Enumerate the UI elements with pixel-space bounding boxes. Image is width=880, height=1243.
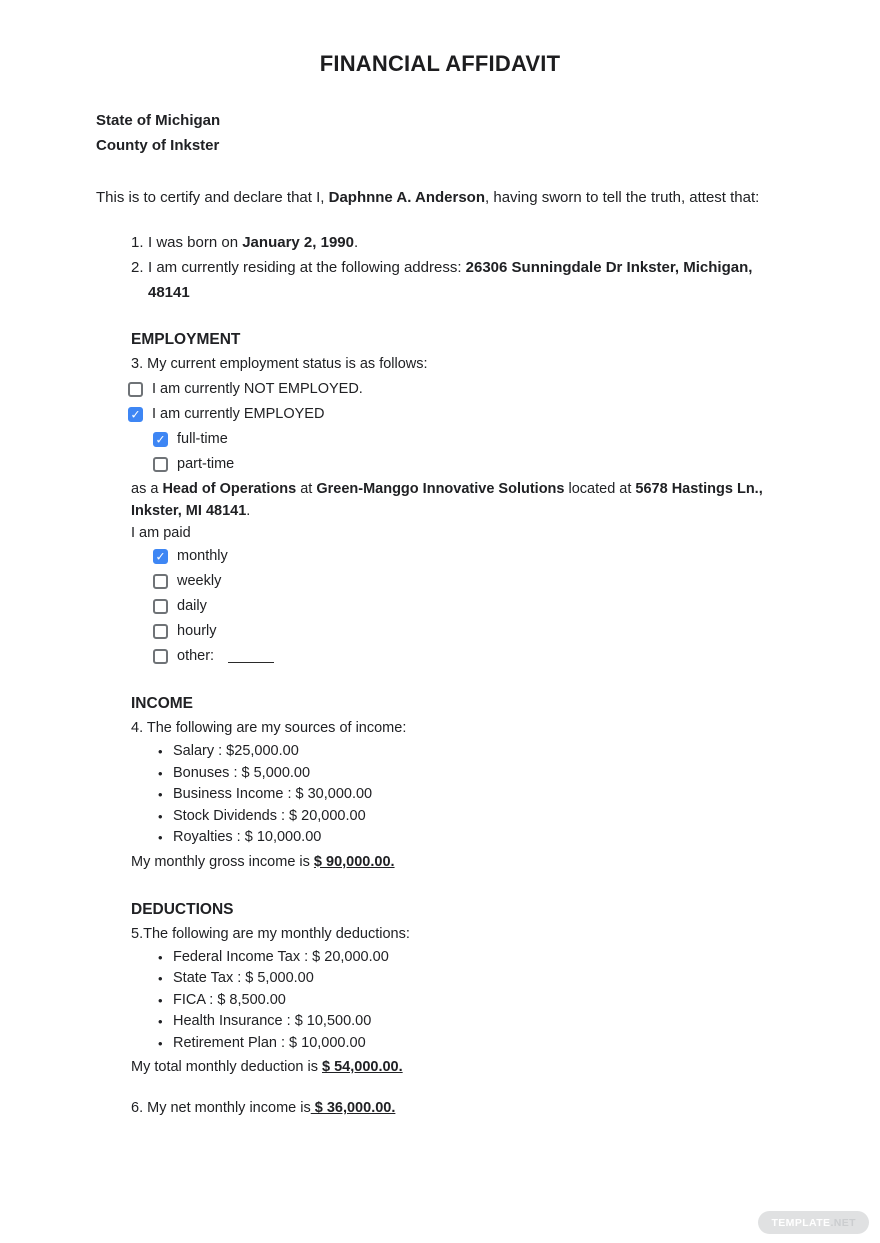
deduction-item-state-tax [158,968,784,990]
checkbox-weekly[interactable] [153,574,168,589]
deduction-item-fica [158,990,784,1012]
net-income-amount: $ 36,000.00. [310,1100,396,1116]
checkbox-row-other[interactable] [153,644,784,669]
checkbox-row-part-time[interactable] [153,452,784,477]
checkbox-hourly[interactable] [153,624,168,639]
intro-paragraph [96,185,784,210]
income-item-text: Royalties : $ 10,000.00 [173,829,322,845]
checkbox-row-hourly[interactable] [153,619,784,644]
gross-income-line [131,850,784,875]
address-pre: I am currently residing at the following address: [148,259,466,276]
checkbox-label: part-time [177,456,235,472]
watermark-brand-suffix: .NET [830,1216,856,1229]
state-line: State of Michigan [96,112,221,129]
position-paragraph [131,479,784,522]
income-item-text: Salary : $25,000.00 [173,743,299,759]
income-item-bonuses [158,763,784,785]
template-net-watermark [758,1211,869,1234]
income-item-text: Business Income : $ 30,000.00 [173,786,373,802]
position-post: . [246,502,251,519]
birthdate-value: January 2, 1990 [242,234,354,251]
total-deduction-line [131,1055,784,1080]
deduction-item-text: FICA : $ 8,500.00 [173,991,286,1008]
watermark-brand: TEMPLATE [771,1216,831,1229]
checkbox-label: hourly [177,623,217,639]
checkbox-row-not-employed[interactable] [128,377,784,402]
net-income-pre: 6. My net monthly income is [131,1100,311,1116]
deduction-item-text: Health Insurance : $ 10,500.00 [173,1013,372,1029]
income-heading: INCOME [131,695,193,712]
bullet-icon: • [158,949,163,965]
checkbox-label: weekly [177,573,222,589]
birthdate-post: . [353,234,359,251]
numbered-list [96,230,784,305]
employer-address: 5678 Hastings Ln., Inkster, MI 48141 [131,481,763,519]
paid-label: I am paid [131,525,191,541]
jurisdiction-block [96,108,784,158]
income-statement: 4. The following are my sources of income: [131,720,407,736]
income-item-text: Bonuses : $ 5,000.00 [173,764,311,781]
bullet-icon: • [158,765,163,781]
bullet-icon: • [158,744,163,759]
address-value: 26306 Sunningdale Dr Inkster, Michigan, 48141 [148,259,753,301]
deduction-item-text: Retirement Plan : $ 10,000.00 [173,1034,366,1051]
net-income-line [131,1096,784,1121]
position-mid2: located at [564,481,636,497]
intro-post: , having sworn to tell the truth, attest that: [485,189,760,206]
bullet-icon: • [158,1035,163,1051]
deduction-item-retirement [158,1033,784,1055]
checkbox-monthly[interactable] [153,549,168,564]
checkbox-row-employed[interactable] [128,402,784,427]
checkbox-row-monthly[interactable] [153,544,784,569]
birthdate-pre: I was born on [148,234,243,251]
checkbox-full-time[interactable] [153,432,168,447]
gross-income-amount: $ 90,000.00. [313,853,395,870]
checkbox-row-daily[interactable] [153,594,784,619]
deduction-item-health-insurance [158,1011,784,1033]
list-item-address [131,255,784,305]
employment-heading: EMPLOYMENT [131,331,241,348]
position-pre: as a [131,481,163,497]
employer-name: Green-Manggo Innovative Solutions [316,481,565,497]
income-item-dividends [158,806,784,828]
deductions-heading: DEDUCTIONS [131,900,234,918]
income-item-royalties [158,827,784,849]
gross-income-pre: My monthly gross income is [131,853,314,870]
other-blank-line[interactable] [228,650,274,663]
checkbox-label: other: [177,648,215,664]
bullet-icon: • [158,830,163,845]
checkbox-other[interactable] [153,649,168,664]
deduction-item-federal-tax [158,947,784,969]
deductions-list [96,947,784,1055]
job-title: Head of Operations [162,481,297,497]
income-item-salary [158,741,784,763]
list-number: 1. [131,234,144,251]
deduction-item-text: Federal Income Tax : $ 20,000.00 [173,948,389,965]
checkbox-label: I am currently EMPLOYED [152,406,325,422]
deductions-statement: 5.The following are my monthly deductions: [131,925,410,942]
list-number: 2. [131,259,144,276]
checkbox-label: daily [177,598,207,614]
page-title: FINANCIAL AFFIDAVIT [319,51,561,76]
county-line: County of Inkster [96,137,220,154]
employment-statement: 3. My current employment status is as follows: [131,356,428,372]
checkbox-row-weekly[interactable] [153,569,784,594]
checkbox-label: full-time [177,431,228,447]
bullet-icon: • [158,787,163,802]
total-deduction-pre: My total monthly deduction is [131,1059,323,1075]
bullet-icon: • [158,992,163,1008]
checkbox-label: I am currently NOT EMPLOYED. [152,381,363,397]
checkbox-label: monthly [177,548,228,564]
bullet-icon: • [158,971,163,986]
checkbox-not-employed[interactable] [128,382,143,397]
deduction-item-text: State Tax : $ 5,000.00 [173,970,314,986]
intro-pre: This is to certify and declare that I, [96,189,329,206]
checkbox-employed[interactable] [128,407,143,422]
income-item-business [158,784,784,806]
list-item-text [148,255,784,305]
bullet-icon: • [158,1014,163,1029]
checkbox-part-time[interactable] [153,457,168,472]
total-deduction-amount: $ 54,000.00. [322,1059,403,1075]
income-item-text: Stock Dividends : $ 20,000.00 [173,807,366,824]
checkbox-row-full-time[interactable] [153,427,784,452]
list-item-text [148,230,784,255]
income-list [96,741,784,849]
bullet-icon: • [158,808,163,824]
affiant-name: Daphnne A. Anderson [328,189,486,206]
checkbox-daily[interactable] [153,599,168,614]
position-mid1: at [296,481,317,497]
list-item-birthdate [131,230,784,255]
